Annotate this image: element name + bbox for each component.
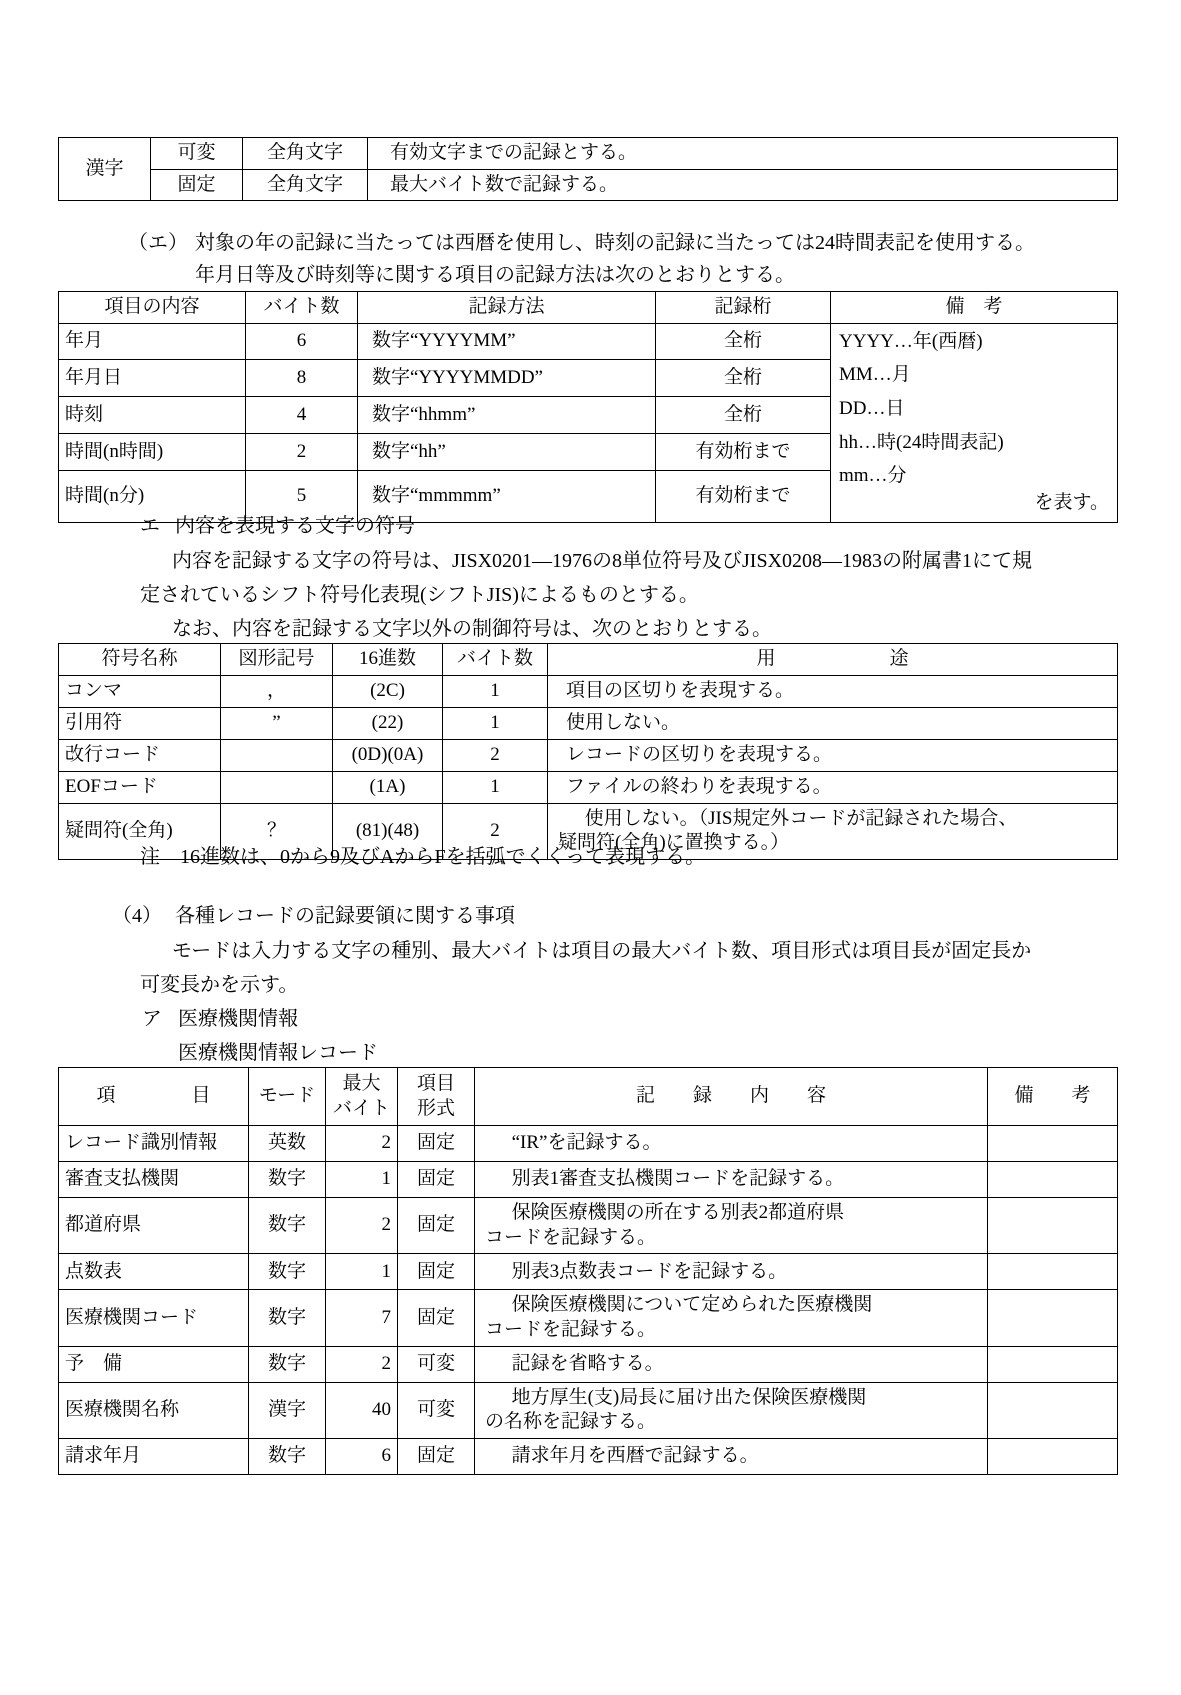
section-chars-line3: なお、内容を記録する文字以外の制御符号は、次のとおりとする。 <box>172 618 772 640</box>
record-item-7: 請求年月 <box>59 1439 249 1475</box>
record-content-5: 記録を省略する。 <box>475 1346 988 1382</box>
record-header-max-bytes-line2: バイト <box>332 1097 390 1119</box>
record-mode-4: 数字 <box>249 1290 326 1346</box>
record-content-6-line1: 地方厚生(支)局長に届け出た保険医療機関 <box>511 1386 867 1408</box>
record-maxbytes-6: 40 <box>326 1382 398 1438</box>
kanji-rule-0: 有効文字までの記録とする。 <box>368 138 1118 170</box>
datetime-item-2: 時刻 <box>59 397 246 434</box>
control-code-note: 注 16進数は、0から9及びAからFを括弧でくくって表現する。 <box>140 846 706 868</box>
datetime-format-table <box>58 291 1118 523</box>
control-header-glyph: 図形記号 <box>221 644 333 676</box>
control-name-1: 引用符 <box>59 707 221 739</box>
control-header-bytes: バイト数 <box>443 644 548 676</box>
remark-line-1: MM…月 <box>839 364 911 386</box>
table-row <box>59 1346 1118 1382</box>
record-remarks-6 <box>988 1382 1118 1438</box>
section-4-line1: モードは入力する文字の種別、最大バイトは項目の最大バイト数、項目形式は項目長が固定長か <box>172 940 1032 962</box>
table-header-row <box>59 292 1118 324</box>
kanji-rule-1: 最大バイト数で記録する。 <box>368 169 1118 201</box>
control-name-2: 改行コード <box>59 739 221 771</box>
remark-line-2: DD…日 <box>839 398 905 420</box>
record-content-0: “IR”を記録する。 <box>475 1126 988 1162</box>
section-chars-heading: 内容を表現する文字の符号 <box>175 515 415 537</box>
record-maxbytes-2: 2 <box>326 1198 398 1254</box>
control-glyph-4: ？ <box>221 803 333 859</box>
record-item-4: 医療機関コード <box>59 1290 249 1346</box>
section-chars-marker: エ <box>140 515 160 537</box>
control-code-table <box>58 643 1118 860</box>
section-4-sub-heading: 医療機関情報 <box>178 1008 298 1030</box>
paragraph-e-line1: 対象の年の記録に当たっては西暦を使用し、時刻の記録に当たっては24時間表記を使用する。 <box>195 232 1035 254</box>
datetime-digits-0: 全桁 <box>656 323 831 360</box>
record-maxbytes-0: 2 <box>326 1126 398 1162</box>
record-remarks-3 <box>988 1254 1118 1290</box>
record-item-1: 審査支払機関 <box>59 1162 249 1198</box>
datetime-method-0: 数字“YYYYMM” <box>358 323 656 360</box>
control-glyph-3 <box>221 771 333 803</box>
control-bytes-0: 1 <box>443 675 548 707</box>
record-remarks-1 <box>988 1162 1118 1198</box>
record-format-3: 固定 <box>398 1254 475 1290</box>
record-maxbytes-3: 1 <box>326 1254 398 1290</box>
control-name-4: 疑問符(全角) <box>59 803 221 859</box>
table-row <box>59 1290 1118 1346</box>
paragraph-e-marker: （エ） <box>128 232 188 254</box>
record-format-4: 固定 <box>398 1290 475 1346</box>
section-chars-line1: 内容を記録する文字の符号は、JISX0201—1976の8単位符号及びJISX0208—1983の附属書1にて規 <box>172 550 1033 572</box>
datetime-item-4: 時間(n分) <box>59 470 246 522</box>
datetime-remarks-cell <box>831 323 1118 522</box>
control-glyph-1: ” <box>221 707 333 739</box>
record-item-0: レコード識別情報 <box>59 1126 249 1162</box>
paragraph-e-line2: 年月日等及び時刻等に関する項目の記録方法は次のとおりとする。 <box>195 264 795 286</box>
record-header-content: 記 録 内 容 <box>475 1068 988 1126</box>
record-remarks-4 <box>988 1290 1118 1346</box>
table-row <box>59 1126 1118 1162</box>
remark-line-3: hh…時(24時間表記) <box>839 431 1004 453</box>
control-name-0: コンマ <box>59 675 221 707</box>
datetime-digits-1: 全桁 <box>656 360 831 397</box>
control-glyph-0: ， <box>221 675 333 707</box>
control-use-2: レコードの区切りを表現する。 <box>548 739 1118 771</box>
table-row <box>59 138 1118 170</box>
record-item-2: 都道府県 <box>59 1198 249 1254</box>
record-format-6: 可変 <box>398 1382 475 1438</box>
record-maxbytes-1: 1 <box>326 1162 398 1198</box>
record-item-6: 医療機関名称 <box>59 1382 249 1438</box>
table-row <box>59 707 1118 739</box>
kanji-length-1: 固定 <box>151 169 243 201</box>
control-bytes-4: 2 <box>443 803 548 859</box>
datetime-method-3: 数字“hh” <box>358 434 656 471</box>
record-content-6-line2: の名称を記録する。 <box>485 1411 657 1433</box>
control-hex-1: (22) <box>333 707 443 739</box>
remark-line-4: mm…分 <box>839 465 907 487</box>
record-mode-6: 漢字 <box>249 1382 326 1438</box>
datetime-header-item: 項目の内容 <box>59 292 246 324</box>
control-bytes-1: 1 <box>443 707 548 739</box>
record-header-mode: モード <box>249 1068 326 1126</box>
record-header-format-line2: 形式 <box>416 1097 455 1119</box>
record-remarks-7 <box>988 1439 1118 1475</box>
kanji-charset-1: 全角文字 <box>243 169 368 201</box>
record-mode-5: 数字 <box>249 1346 326 1382</box>
record-mode-2: 数字 <box>249 1198 326 1254</box>
control-header-use: 用 途 <box>548 644 1118 676</box>
control-hex-4: (81)(48) <box>333 803 443 859</box>
record-format-7: 固定 <box>398 1439 475 1475</box>
record-content-4-line2: コードを記録する。 <box>485 1319 657 1341</box>
datetime-header-remarks: 備 考 <box>831 292 1118 324</box>
record-remarks-5 <box>988 1346 1118 1382</box>
control-use-1: 使用しない。 <box>548 707 1118 739</box>
record-header-format <box>398 1068 475 1126</box>
record-format-5: 可変 <box>398 1346 475 1382</box>
datetime-item-1: 年月日 <box>59 360 246 397</box>
record-maxbytes-7: 6 <box>326 1439 398 1475</box>
control-use-0: 項目の区切りを表現する。 <box>548 675 1118 707</box>
datetime-bytes-1: 8 <box>246 360 358 397</box>
record-header-item: 項 目 <box>59 1068 249 1126</box>
table-header-row <box>59 644 1118 676</box>
remark-line-0: YYYY…年(西暦) <box>839 330 983 352</box>
section-4-sub-marker: ア <box>142 1008 162 1030</box>
record-content-cell-2 <box>475 1198 988 1254</box>
datetime-bytes-3: 2 <box>246 434 358 471</box>
record-remarks-0 <box>988 1126 1118 1162</box>
datetime-digits-3: 有効桁まで <box>656 434 831 471</box>
control-glyph-2 <box>221 739 333 771</box>
control-use-3: ファイルの終わりを表現する。 <box>548 771 1118 803</box>
record-mode-0: 英数 <box>249 1126 326 1162</box>
datetime-bytes-4: 5 <box>246 470 358 522</box>
record-format-2: 固定 <box>398 1198 475 1254</box>
table-row <box>59 771 1118 803</box>
datetime-digits-2: 全桁 <box>656 397 831 434</box>
control-bytes-3: 1 <box>443 771 548 803</box>
table-row <box>59 1382 1118 1438</box>
control-bytes-2: 2 <box>443 739 548 771</box>
control-header-name: 符号名称 <box>59 644 221 676</box>
datetime-header-digits: 記録桁 <box>656 292 831 324</box>
record-header-format-line1: 項目 <box>416 1072 455 1094</box>
record-content-2-line1: 保険医療機関の所在する別表2都道府県 <box>511 1202 845 1223</box>
section-4-marker: （4） <box>112 905 162 927</box>
record-title: 医療機関情報レコード <box>178 1042 378 1064</box>
table-row <box>59 1198 1118 1254</box>
kanji-row-label: 漢字 <box>59 138 151 201</box>
datetime-item-3: 時間(n時間) <box>59 434 246 471</box>
section-4-heading: 各種レコードの記録要領に関する事項 <box>175 905 515 927</box>
section-chars-line2: 定されているシフト符号化表現(シフトJIS)によるものとする。 <box>140 584 699 606</box>
control-hex-2: (0D)(0A) <box>333 739 443 771</box>
record-header-max-bytes <box>326 1068 398 1126</box>
remark-tail: を表す。 <box>1034 492 1109 514</box>
record-content-4-line1: 保険医療機関について定められた医療機関 <box>511 1294 873 1316</box>
datetime-method-1: 数字“YYYYMMDD” <box>358 360 656 397</box>
record-remarks-2 <box>988 1198 1118 1254</box>
datetime-method-2: 数字“hhmm” <box>358 397 656 434</box>
datetime-bytes-2: 4 <box>246 397 358 434</box>
record-content-cell-4 <box>475 1290 988 1346</box>
datetime-item-0: 年月 <box>59 323 246 360</box>
table-row <box>59 1162 1118 1198</box>
kanji-length-0: 可変 <box>151 138 243 170</box>
table-row <box>59 1254 1118 1290</box>
record-content-3: 別表3点数表コードを記録する。 <box>475 1254 988 1290</box>
control-name-3: EOFコード <box>59 771 221 803</box>
record-content-1: 別表1審査支払機関コードを記録する。 <box>475 1162 988 1198</box>
table-row <box>59 169 1118 201</box>
control-use-4-line2: 疑問符(全角)に置換する。） <box>558 832 790 854</box>
record-header-remarks: 備 考 <box>988 1068 1118 1126</box>
record-maxbytes-4: 7 <box>326 1290 398 1346</box>
table-row <box>59 739 1118 771</box>
medical-institution-record-table <box>58 1067 1118 1475</box>
record-content-cell-6 <box>475 1382 988 1438</box>
record-header-max-bytes-line1: 最大 <box>342 1072 381 1094</box>
record-format-1: 固定 <box>398 1162 475 1198</box>
datetime-header-bytes: バイト数 <box>246 292 358 324</box>
record-item-3: 点数表 <box>59 1254 249 1290</box>
control-hex-3: (1A) <box>333 771 443 803</box>
record-mode-7: 数字 <box>249 1439 326 1475</box>
datetime-bytes-0: 6 <box>246 323 358 360</box>
table-header-row <box>59 1068 1118 1126</box>
record-item-5: 予 備 <box>59 1346 249 1382</box>
table-row <box>59 675 1118 707</box>
kanji-charset-0: 全角文字 <box>243 138 368 170</box>
table-row <box>59 323 1118 360</box>
control-hex-0: (2C) <box>333 675 443 707</box>
section-4-line2: 可変長かを示す。 <box>140 974 299 996</box>
datetime-digits-4: 有効桁まで <box>656 470 831 522</box>
datetime-method-4: 数字“mmmmm” <box>358 470 656 522</box>
table-row <box>59 1439 1118 1475</box>
record-format-0: 固定 <box>398 1126 475 1162</box>
record-maxbytes-5: 2 <box>326 1346 398 1382</box>
datetime-header-method: 記録方法 <box>358 292 656 324</box>
kanji-mode-table <box>58 137 1118 201</box>
control-header-hex: 16進数 <box>333 644 443 676</box>
control-use-4-line1: 使用しない。（JIS規定外コードが記録された場合、 <box>584 807 1018 829</box>
record-content-2-line2: コードを記録する。 <box>485 1226 657 1248</box>
record-mode-3: 数字 <box>249 1254 326 1290</box>
record-content-7: 請求年月を西暦で記録する。 <box>475 1439 988 1475</box>
record-mode-1: 数字 <box>249 1162 326 1198</box>
